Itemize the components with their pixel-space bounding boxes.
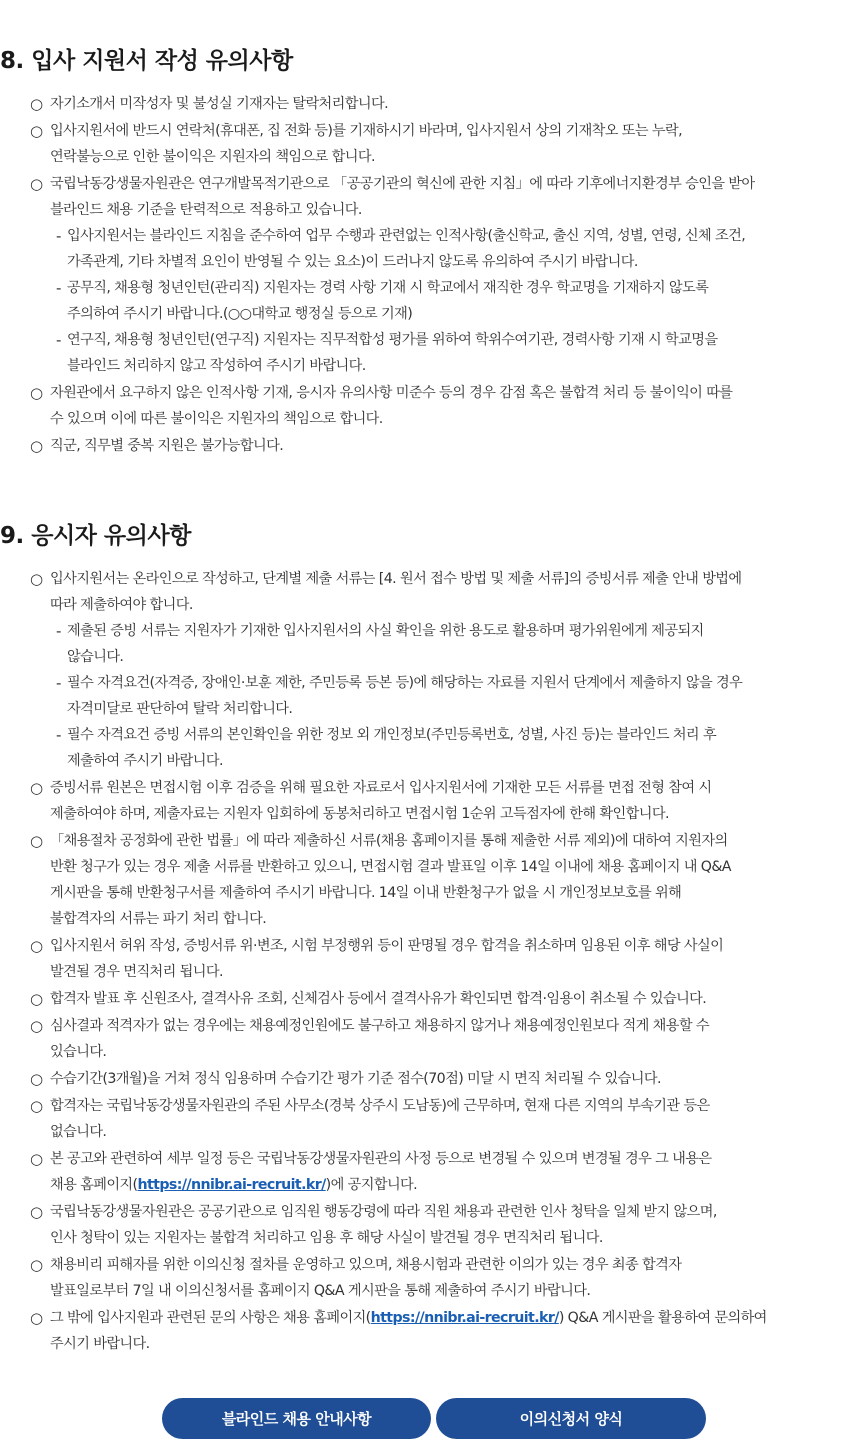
item-text-line: 연구직, 채용형 청년인턴(연구직) 지원자는 직무적합성 평가를 위하여 학위수여기관, 경력사항 기재 시 학교명을 bbox=[67, 332, 718, 348]
item-text-line: 증빙서류 원본은 면접시험 이후 검증을 위해 필요한 자료로서 입사지원서에 기재한 모든 서류를 면접 전형 참여 시 bbox=[50, 780, 712, 796]
list-item bbox=[0, 171, 867, 223]
circle-bullet: ○ bbox=[30, 122, 43, 140]
list-item bbox=[0, 433, 867, 459]
sub-list-item bbox=[0, 670, 867, 722]
item-text-line: 필수 자격요건 증빙 서류의 본인확인을 위한 정보 외 개인정보(주민등록번호, 성별, 사진 등)는 블라인드 처리 후 bbox=[67, 727, 717, 743]
item-text-line: 블라인드 처리하지 않고 작성하여 주시기 바랍니다. bbox=[67, 358, 366, 374]
item-text-line bbox=[50, 1172, 863, 1198]
item-text-line: 국립낙동강생물자원관은 연구개발목적기관으로 「공공기관의 혁신에 관한 지침」에 따라 기후에너지환경부 승인을 받아 bbox=[50, 176, 755, 192]
list-item bbox=[0, 1093, 867, 1145]
item-text-line: 제출하여야 하며, 제출자료는 지원자 입회하에 동봉처리하고 면접시험 1순위 고득점자에 한해 확인합니다. bbox=[50, 806, 669, 822]
item-text-line: 반환 청구가 있는 경우 제출 서류를 반환하고 있으니, 면접시험 결과 발표일 이후 14일 이내에 채용 홈페이지 내 Q&A bbox=[50, 859, 731, 875]
item-text-line: 제출된 증빙 서류는 지원자가 기재한 입사지원서의 사실 확인을 위한 용도로 활용하며 평가위원에게 제공되지 bbox=[67, 623, 704, 639]
item-text-line: 주의하여 주시기 바랍니다.(○○대학교 행정실 등으로 기재) bbox=[67, 306, 413, 322]
item-text-line: 채용비리 피해자를 위한 이의신청 절차를 운영하고 있으며, 채용시험과 관련한 이의가 있는 경우 최종 합격자 bbox=[50, 1257, 682, 1273]
list-item bbox=[0, 828, 867, 932]
list-item bbox=[0, 118, 867, 170]
objection-form-button[interactable]: 이의신청서 양식 bbox=[436, 1398, 706, 1439]
item-text-line: 본 공고와 관련하여 세부 일정 등은 국립낙동강생물자원관의 사정 등으로 변경될 수 있으며 변경될 경우 그 내용은 bbox=[50, 1151, 712, 1167]
dash-bullet: - bbox=[56, 279, 61, 297]
item-text-line: 직군, 직무별 중복 지원은 불가능합니다. bbox=[50, 438, 284, 454]
item-text-line: 따라 제출하여야 합니다. bbox=[50, 597, 193, 613]
item-text-line: 발견될 경우 면직처리 됩니다. bbox=[50, 964, 223, 980]
item-text-line: 인사 청탁이 있는 지원자는 불합격 처리하고 임용 후 해당 사실이 발견될 경우 면직처리 됩니다. bbox=[50, 1230, 603, 1246]
list-item bbox=[0, 1199, 867, 1251]
circle-bullet: ○ bbox=[30, 937, 43, 955]
item-text-line: 제출하여 주시기 바랍니다. bbox=[67, 753, 223, 769]
circle-bullet: ○ bbox=[30, 437, 43, 455]
dash-bullet: - bbox=[56, 726, 61, 744]
section-9-title: 9. 응시자 유의사항 bbox=[0, 523, 191, 549]
circle-bullet: ○ bbox=[30, 832, 43, 850]
list-item bbox=[0, 933, 867, 985]
item-text-line: 있습니다. bbox=[50, 1044, 107, 1060]
sub-list-item bbox=[0, 223, 867, 275]
list-item bbox=[0, 986, 867, 1012]
circle-bullet: ○ bbox=[30, 175, 43, 193]
list-item bbox=[0, 566, 867, 618]
blind-recruitment-info-button[interactable]: 블라인드 채용 안내사항 bbox=[162, 1398, 431, 1439]
item-text-line: 국립낙동강생물자원관은 공공기관으로 임직원 행동강령에 따라 직원 채용과 관련한 인사 청탁을 일체 받지 않으며, bbox=[50, 1204, 717, 1220]
list-item bbox=[0, 1252, 867, 1304]
dash-bullet: - bbox=[56, 227, 61, 245]
circle-bullet: ○ bbox=[30, 384, 43, 402]
circle-bullet: ○ bbox=[30, 779, 43, 797]
item-text-line: 입사지원서는 온라인으로 작성하고, 단계별 제출 서류는 [4. 원서 접수 방법 및 제출 서류]의 증빙서류 제출 안내 방법에 bbox=[50, 571, 742, 587]
item-text-line: 수 있으며 이에 따른 불이익은 지원자의 책임으로 합니다. bbox=[50, 411, 383, 427]
list-item bbox=[0, 91, 867, 117]
item-text-segment: 채용 홈페이지( bbox=[50, 1177, 138, 1193]
circle-bullet: ○ bbox=[30, 1017, 43, 1035]
item-text-line: 블라인드 채용 기준을 탄력적으로 적용하고 있습니다. bbox=[50, 202, 362, 218]
sub-list-item bbox=[0, 275, 867, 327]
item-text-line: 공무직, 채용형 청년인턴(관리직) 지원자는 경력 사항 기재 시 학교에서 재직한 경우 학교명을 기재하지 않도록 bbox=[67, 280, 709, 296]
button-row bbox=[0, 1398, 867, 1439]
circle-bullet: ○ bbox=[30, 95, 43, 113]
item-text-line: 가족관계, 기타 차별적 요인이 반영될 수 있는 요소)이 드러나지 않도록 유의하여 주시기 바랍니다. bbox=[67, 254, 638, 270]
sub-list-item bbox=[0, 722, 867, 774]
circle-bullet: ○ bbox=[30, 1203, 43, 1221]
section-8-list bbox=[0, 90, 867, 459]
item-text-line: 발표일로부터 7일 내 이의신청서를 홈페이지 Q&A 게시판을 통해 제출하여 주시기 바랍니다. bbox=[50, 1283, 591, 1299]
item-text-line: 불합격자의 서류는 파기 처리 합니다. bbox=[50, 911, 267, 927]
item-text-line: 합격자는 국립낙동강생물자원관의 주된 사무소(경북 상주시 도남동)에 근무하며, 현재 다른 지역의 부속기관 등은 bbox=[50, 1098, 710, 1114]
dash-bullet: - bbox=[56, 622, 61, 640]
item-text-line: 자기소개서 미작성자 및 불성실 기재자는 탈락처리합니다. bbox=[50, 96, 388, 112]
item-text-line: 않습니다. bbox=[67, 649, 124, 665]
item-text-line: 심사결과 적격자가 없는 경우에는 채용예정인원에도 불구하고 채용하지 않거나 채용예정인원보다 적게 채용할 수 bbox=[50, 1018, 709, 1034]
item-text-segment: 그 밖에 입사지원과 관련된 문의 사항은 채용 홈페이지( bbox=[50, 1310, 371, 1326]
item-text-line bbox=[50, 1305, 863, 1331]
section-9-list bbox=[0, 565, 867, 1357]
list-item bbox=[0, 1013, 867, 1065]
item-text-line: 「채용절차 공정화에 관한 법률」에 따라 제출하신 서류(채용 홈페이지를 통해 제출한 서류 제외)에 대하여 지원자의 bbox=[50, 833, 728, 849]
section-8-title: 8. 입사 지원서 작성 유의사항 bbox=[0, 48, 293, 74]
recruit-homepage-link[interactable]: https://nnibr.ai-recruit.kr/ bbox=[137, 1177, 326, 1193]
dash-bullet: - bbox=[56, 331, 61, 349]
item-text-line: 없습니다. bbox=[50, 1124, 107, 1140]
list-item bbox=[0, 1305, 867, 1357]
item-text-line: 자격미달로 판단하여 탈락 처리합니다. bbox=[67, 701, 293, 717]
item-text-line: 게시판을 통해 반환청구서를 제출하여 주시기 바랍니다. 14일 이내 반환청구가 없을 시 개인정보보호를 위해 bbox=[50, 885, 682, 901]
list-item bbox=[0, 1066, 867, 1092]
item-text-line: 필수 자격요건(자격증, 장애인·보훈 제한, 주민등록 등본 등)에 해당하는 자료를 지원서 단계에서 제출하지 않을 경우 bbox=[67, 675, 743, 691]
item-text-line: 주시기 바랍니다. bbox=[50, 1336, 150, 1352]
item-text-line: 입사지원서에 반드시 연락처(휴대폰, 집 전화 등)를 기재하시기 바라며, 입사지원서 상의 기재착오 또는 누락, bbox=[50, 123, 683, 139]
item-text-line: 자원관에서 요구하지 않은 인적사항 기재, 응시자 유의사항 미준수 등의 경우 감점 혹은 불합격 처리 등 불이익이 따를 bbox=[50, 385, 733, 401]
item-text-line: 입사지원서는 블라인드 지침을 준수하여 업무 수행과 관련없는 인적사항(출신학교, 출신 지역, 성별, 연령, 신체 조건, bbox=[67, 228, 746, 244]
sub-list-item bbox=[0, 327, 867, 379]
item-text-line: 수습기간(3개월)을 거쳐 정식 임용하며 수습기간 평가 기준 점수(70점) 미달 시 면직 처리될 수 있습니다. bbox=[50, 1071, 661, 1087]
circle-bullet: ○ bbox=[30, 1097, 43, 1115]
circle-bullet: ○ bbox=[30, 1070, 43, 1088]
circle-bullet: ○ bbox=[30, 1309, 43, 1327]
item-text-segment: )에 공지합니다. bbox=[325, 1177, 418, 1193]
item-text-line: 합격자 발표 후 신원조사, 결격사유 조회, 신체검사 등에서 결격사유가 확인되면 합격·임용이 취소될 수 있습니다. bbox=[50, 991, 707, 1007]
list-item bbox=[0, 380, 867, 432]
list-item bbox=[0, 775, 867, 827]
dash-bullet: - bbox=[56, 674, 61, 692]
circle-bullet: ○ bbox=[30, 990, 43, 1008]
item-text-segment: ) Q&A 게시판을 활용하여 문의하여 bbox=[558, 1310, 767, 1326]
item-text-line: 연락불능으로 인한 불이익은 지원자의 책임으로 합니다. bbox=[50, 149, 375, 165]
list-item bbox=[0, 1146, 867, 1198]
sub-list-item bbox=[0, 618, 867, 670]
circle-bullet: ○ bbox=[30, 1256, 43, 1274]
circle-bullet: ○ bbox=[30, 570, 43, 588]
circle-bullet: ○ bbox=[30, 1150, 43, 1168]
recruit-homepage-link[interactable]: https://nnibr.ai-recruit.kr/ bbox=[370, 1310, 559, 1326]
item-text-line: 입사지원서 허위 작성, 증빙서류 위·변조, 시험 부정행위 등이 판명될 경우 합격을 취소하며 임용된 이후 해당 사실이 bbox=[50, 938, 724, 954]
